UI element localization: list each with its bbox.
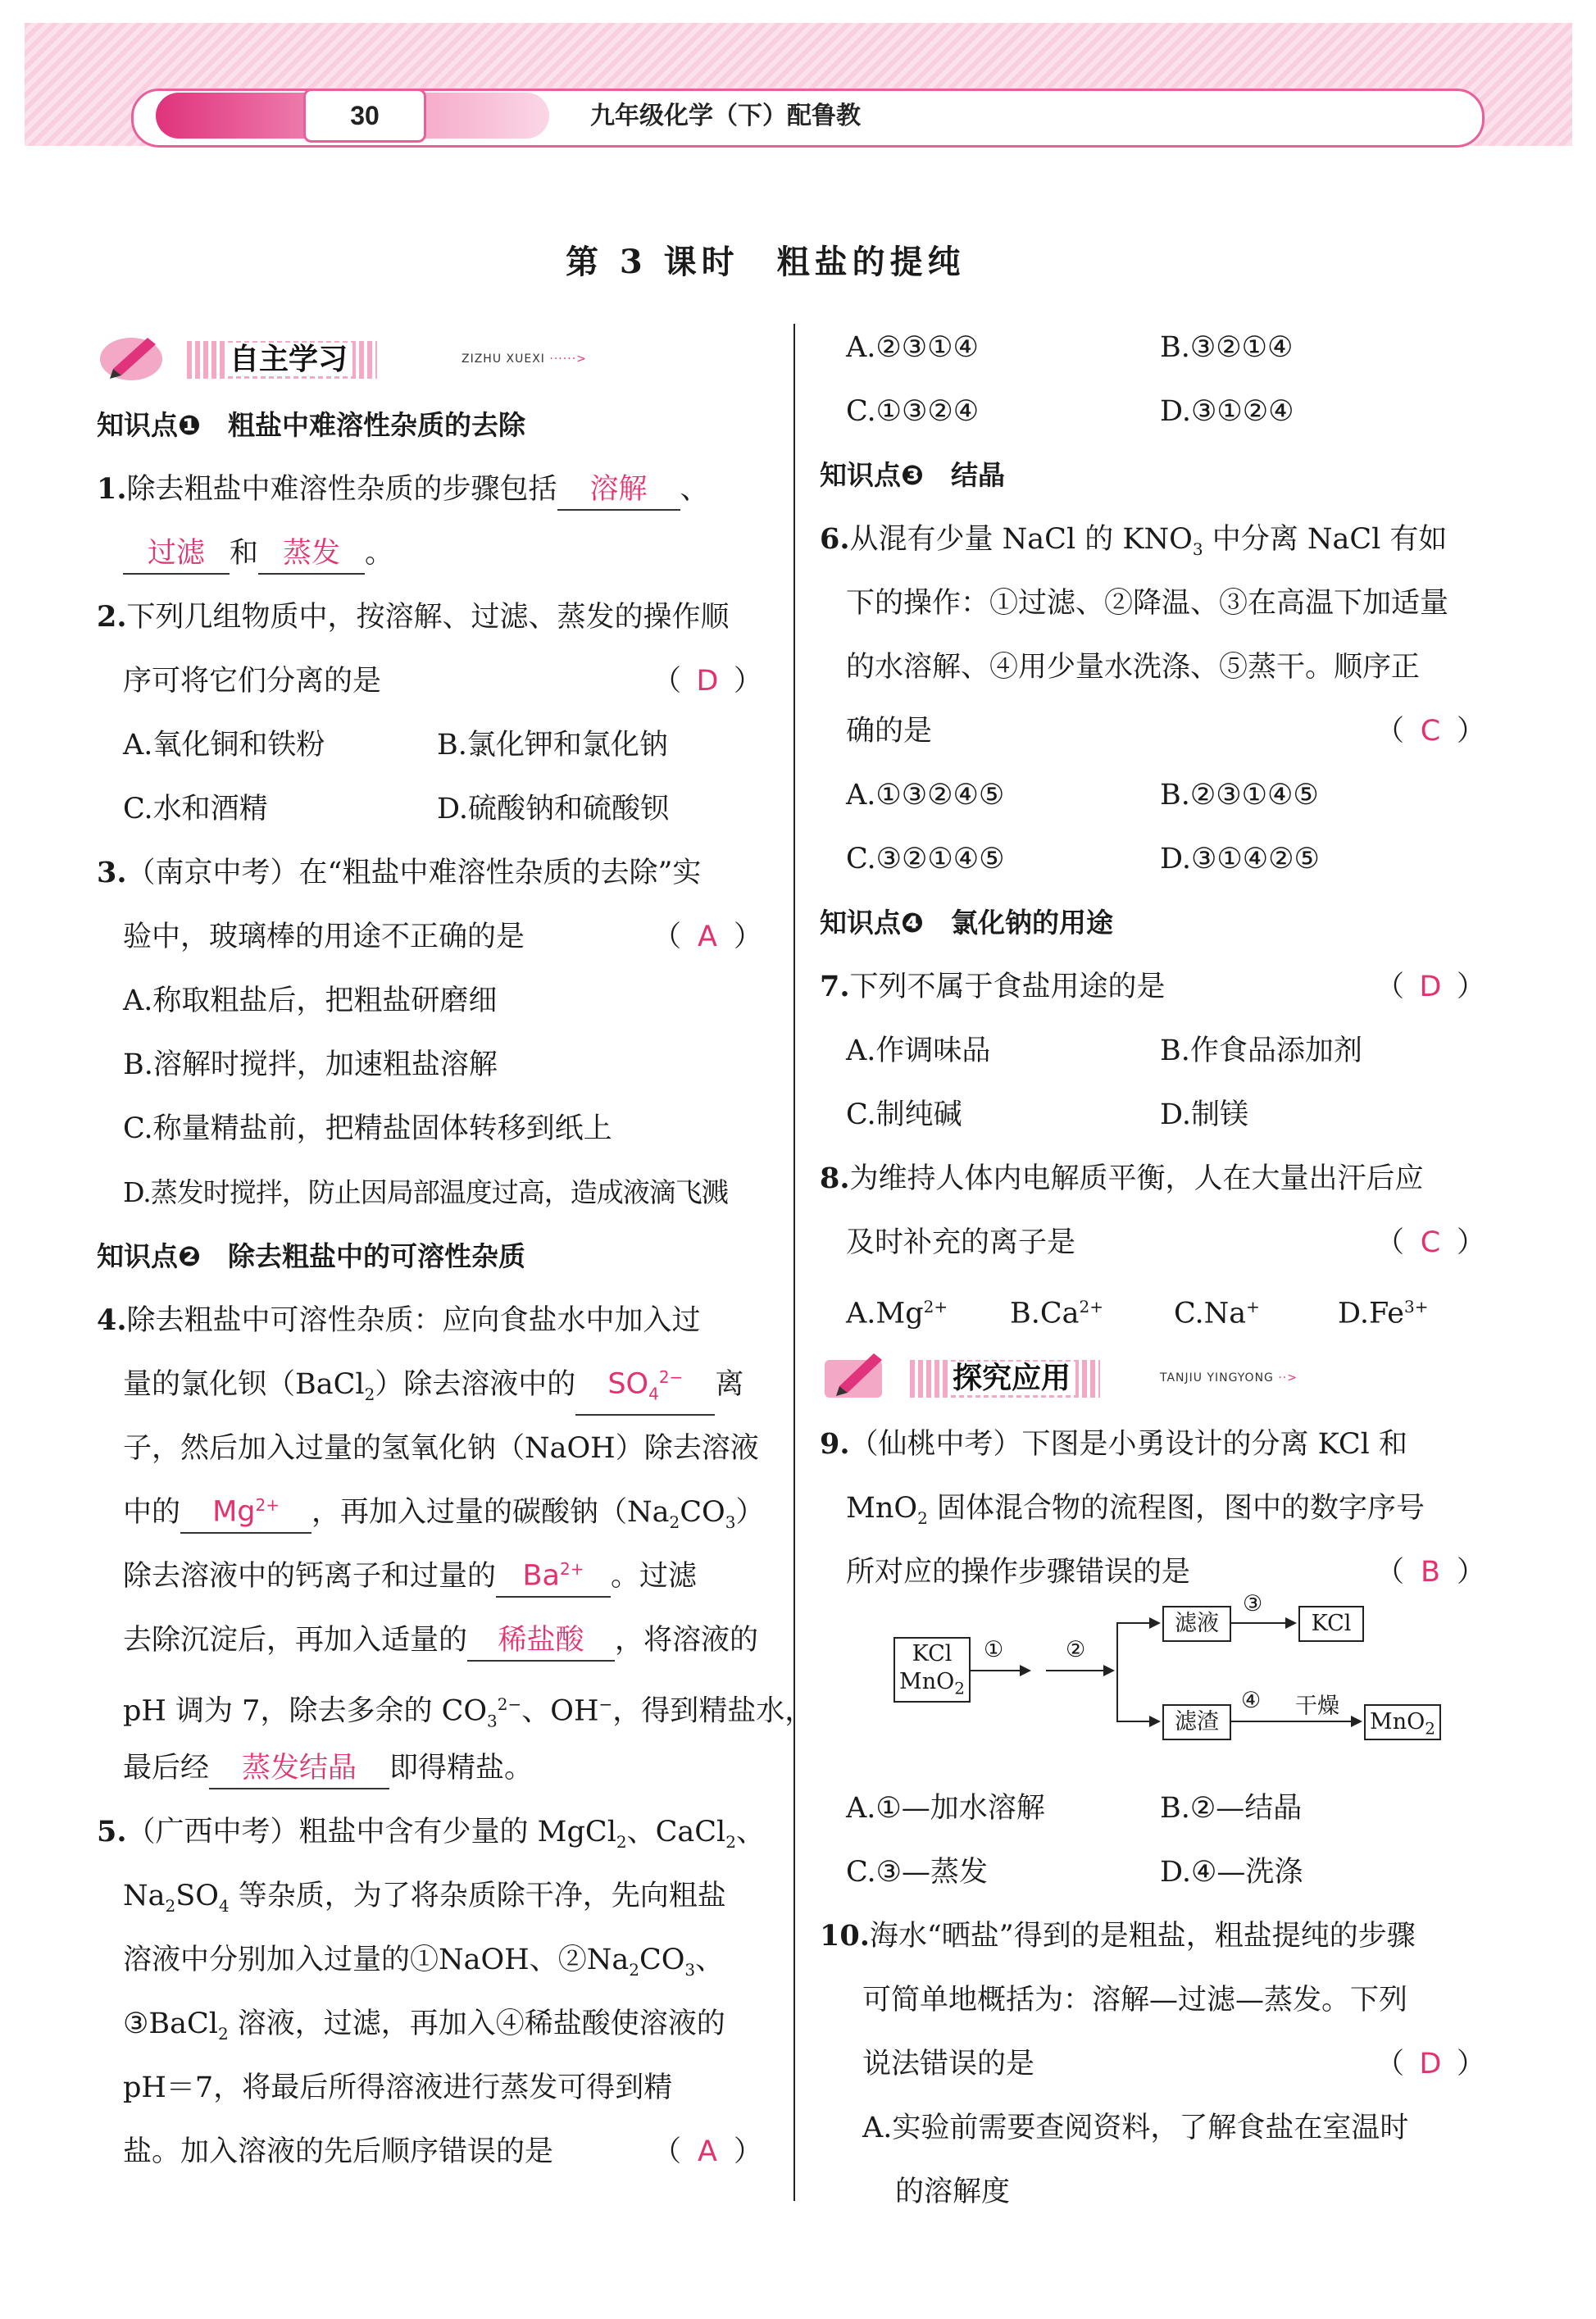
q2-answer-paren: （ D ） [652, 649, 762, 713]
question-3-cont [97, 905, 769, 969]
arrowhead-icon [1351, 1716, 1362, 1727]
flow-mno2-base: MnO [1370, 1709, 1425, 1735]
q5-line-2 [97, 1864, 769, 1928]
q5-line-3 [97, 1928, 769, 1992]
arrowhead-icon [1149, 1716, 1161, 1727]
flow-kcl: KCl [1298, 1606, 1364, 1642]
q4-l7-f: ，得到精盐水， [612, 1694, 814, 1728]
q4-l8-b: 即得精盐。 [389, 1752, 534, 1785]
section-pinyin: TANJIU YINGYONG ··> [1160, 1371, 1298, 1385]
q5-l4-sub: 2 [217, 2024, 229, 2044]
q4-ans3-base: Ba [522, 1560, 560, 1593]
q6-line-4 [820, 699, 1492, 763]
q8-b-text: B.Ca [1010, 1297, 1080, 1330]
flow-start-mno2-base: MnO [899, 1669, 955, 1694]
q8-a-sup: 2+ [923, 1297, 948, 1316]
flow-line-4 [1116, 1721, 1149, 1722]
q8-line-2 [820, 1211, 1492, 1275]
q1-and: 和 [230, 537, 259, 570]
q10-option-a: A.实验前需要查阅资料，了解食盐在室温时 [862, 2112, 1409, 2144]
question-2-cont [97, 649, 769, 713]
knowledge-point-1: 知识点❶ 粗盐中难溶性杂质的去除 [97, 409, 525, 441]
question-9 [820, 1412, 1492, 1476]
q9-l2-c: 固体混合物的流程图，图中的数字序号 [927, 1492, 1425, 1525]
q9-options-ab [820, 1776, 1492, 1840]
q6-answer: C [1420, 715, 1441, 748]
q5-l4-c: 溶液，过滤，再加入④稀盐酸使溶液的 [228, 2008, 725, 2040]
q4-sub: 2 [364, 1385, 375, 1404]
section-title [187, 341, 377, 379]
section-pinyin-text: TANJIU YINGYONG [1160, 1371, 1274, 1385]
question-10 [820, 1904, 1492, 1968]
q6-line-3: 的水溶解、④用少量水洗涤、⑤蒸干。顺序正 [846, 651, 1421, 684]
q4-ans1-base: SO [607, 1368, 649, 1401]
flow-step-2: ② [1066, 1637, 1086, 1662]
q3-option-d: D.蒸发时搅拌，防止因局部温度过高，造成液滴飞溅 [123, 1176, 728, 1208]
q3-option-a: A.称取粗盐后，把粗盐研磨细 [123, 984, 498, 1017]
q8-d-text: D.Fe [1338, 1297, 1405, 1330]
q6-line-2: 下的操作：①过滤、②降温、③在高温下加适量 [846, 587, 1449, 620]
q7-answer: D [1419, 971, 1442, 1003]
flow-start-mno2 [895, 1668, 969, 1702]
q4-text-d: 离 [715, 1368, 744, 1401]
q4-number: 4. [97, 1303, 127, 1337]
q5-number: 5. [97, 1815, 127, 1848]
flow-start-kcl: KCl [912, 1641, 953, 1666]
q4-l7-d: 、OH [521, 1694, 599, 1728]
q7-options-cd [820, 1083, 1492, 1147]
flow-branch [1116, 1622, 1118, 1721]
arrowhead-icon [1149, 1617, 1161, 1629]
q5-l3-sub2: 3 [684, 1960, 696, 1980]
q9-options-cd [820, 1840, 1492, 1904]
flow-step-1: ① [984, 1637, 1004, 1662]
q6-option-c: C.③②①④⑤ [846, 843, 1005, 875]
q5-l3-c: CO [639, 1944, 685, 1976]
question-7 [820, 955, 1492, 1019]
q3-answer: A [698, 921, 717, 953]
flow-dry: 干燥 [1295, 1694, 1339, 1719]
q3-option-c: C.称量精盐前，把精盐固体转移到纸上 [123, 1112, 612, 1145]
section-pinyin: ZIZHU XUEXI ······> [462, 352, 587, 366]
question-1 [97, 457, 769, 521]
q3-answer-paren: （ A ） [652, 905, 762, 969]
q6-l1-a: 从混有少量 NaCl 的 KNO [849, 523, 1193, 556]
q5-l3-a: 溶液中分别加入过量的①NaOH、②Na [123, 1944, 630, 1976]
q4-l5-b: 。过滤 [611, 1560, 698, 1593]
q9-option-c: C.③—蒸发 [846, 1856, 989, 1889]
question-3 [97, 841, 769, 905]
question-5 [97, 1800, 769, 1864]
q4-text-a: 量的氯化钡（BaCl [123, 1368, 365, 1401]
q4-l4-f: ） [735, 1496, 765, 1529]
q7-options-ab [820, 1019, 1492, 1083]
q5-l1-sub1: 2 [616, 1832, 627, 1852]
q4-line-1: 除去粗盐中可溶性杂质：应向食盐水中加入过 [126, 1304, 701, 1337]
q6-l1-c: 中分离 NaCl 有如 [1203, 523, 1448, 556]
q2-line-1: 下列几组物质中，按溶解、过滤、蒸发的操作顺 [126, 601, 730, 634]
q4-l8-a: 最后经 [123, 1752, 210, 1785]
q8-option-b [1010, 1275, 1174, 1346]
q9-l2-sub: 2 [917, 1508, 928, 1528]
section-title [910, 1360, 1100, 1398]
q8-c-text: C.Na [1174, 1297, 1247, 1330]
q7-option-a: A.作调味品 [846, 1034, 991, 1067]
q5-l2-sub1: 2 [165, 1896, 176, 1916]
q6-l4-text: 确的是 [846, 715, 933, 748]
q7-option-c: C.制纯碱 [846, 1098, 962, 1131]
q5-line-6 [97, 2120, 769, 2184]
flow-line-6 [1230, 1721, 1279, 1722]
question-1-cont [97, 521, 769, 585]
section-pinyin-text: ZIZHU XUEXI [462, 352, 545, 366]
q8-answer-paren: （ C ） [1375, 1211, 1485, 1275]
q2-answer: D [696, 665, 719, 698]
q5-options-ab [820, 316, 1492, 380]
q4-l5-a: 除去溶液中的钙离子和过量的 [123, 1560, 497, 1593]
q4-answer-3 [496, 1549, 611, 1598]
q1-answer-1: 溶解 [557, 470, 680, 511]
q7-l1: 下列不属于食盐用途的是 [849, 971, 1166, 1003]
q3-line-1: （南京中考）在“粗盐中难溶性杂质的去除”实 [126, 857, 702, 889]
q5-l2-a: Na [123, 1880, 166, 1912]
q9-l2-a: MnO [846, 1492, 918, 1525]
q8-l1: 为维持人体内电解质平衡，人在大量出汗后应 [849, 1162, 1424, 1195]
q5-line-4 [97, 1992, 769, 2056]
q7-answer-paren: （ D ） [1375, 955, 1485, 1019]
q2-options-cd [97, 777, 769, 841]
q5-option-c: C.①③②④ [846, 395, 980, 428]
q2-option-d: D.硫酸钠和硫酸钡 [437, 793, 669, 825]
q10-option-a-cont: 的溶解度 [895, 2176, 1011, 2208]
q7-option-d: D.制镁 [1160, 1098, 1248, 1131]
q4-ans2-sup: 2+ [255, 1495, 280, 1516]
q9-answer-paren: （ B ） [1375, 1540, 1485, 1604]
flow-start-mno2-sub: 2 [954, 1678, 965, 1698]
pencil-icon [97, 326, 171, 384]
q4-line-6 [97, 1608, 769, 1672]
q8-b-sup: 2+ [1079, 1297, 1103, 1316]
q4-answer-2 [180, 1485, 311, 1534]
q4-ans2-base: Mg [212, 1496, 256, 1529]
q6-option-a: A.①③②④⑤ [846, 779, 1005, 812]
q2-option-a: A.氧化铜和铁粉 [123, 729, 325, 762]
q4-l7-sup: 2− [497, 1694, 522, 1714]
q3-line-2: 验中，玻璃棒的用途不正确的是 [123, 921, 525, 953]
q8-d-sup: 3+ [1404, 1297, 1429, 1316]
section-title-text: 探究应用 [948, 1362, 1075, 1395]
q4-line-2 [97, 1353, 769, 1416]
q2-option-b: B.氯化钾和氯化钠 [437, 729, 668, 762]
q5-answer: A [698, 2135, 717, 2168]
q5-answer-paren: （ A ） [652, 2120, 762, 2184]
q10-l3: 说法错误的是 [862, 2048, 1035, 2080]
q7-option-b: B.作食品添加剂 [1160, 1034, 1362, 1067]
q1-sep: 、 [680, 473, 709, 506]
flow-line-1 [971, 1670, 1020, 1671]
q5-l2-sub2: 4 [218, 1896, 230, 1916]
q4-line-7 [97, 1672, 814, 1736]
flow-mno2 [1364, 1704, 1441, 1740]
section-header-inquiry [820, 1339, 1492, 1412]
q10-answer-paren: （ D ） [1375, 2032, 1485, 2096]
q9-option-d: D.④—洗涤 [1160, 1856, 1303, 1889]
q5-l3-e: 、 [695, 1944, 725, 1976]
q2-option-c: C.水和酒精 [123, 793, 268, 825]
flow-line-7 [1279, 1721, 1351, 1722]
flow-line-3 [1116, 1622, 1149, 1624]
q9-number: 9. [820, 1427, 850, 1461]
q5-l2-c: SO [175, 1880, 219, 1912]
q8-l2: 及时补充的离子是 [846, 1226, 1076, 1259]
q6-option-b: B.②③①④⑤ [1160, 779, 1319, 812]
flow-diagram [820, 1591, 1492, 1776]
flow-mno2-sub: 2 [1425, 1718, 1435, 1739]
column-divider [793, 324, 795, 2201]
arrowhead-icon [1020, 1665, 1031, 1676]
section-header-self-study [97, 320, 769, 393]
q5-l3-sub1: 2 [629, 1960, 639, 1980]
q5-l1-sub2: 2 [725, 1832, 736, 1852]
question-2 [97, 585, 769, 649]
q1-number: 1. [97, 472, 127, 506]
q5-options-cd [820, 380, 1492, 443]
flow-step-4: ④ [1241, 1688, 1262, 1713]
q4-l7-sub: 3 [487, 1711, 498, 1731]
q8-answer: C [1420, 1226, 1441, 1259]
q9-l1: （仙桃中考）下图是小勇设计的分离 KCl 和 [849, 1428, 1407, 1461]
q8-options [820, 1275, 1492, 1339]
q8-number: 8. [820, 1162, 850, 1195]
q1-text: 除去粗盐中难溶性杂质的步骤包括 [126, 473, 557, 506]
q10-line-2: 可简单地概括为：溶解—过滤—蒸发。下列 [862, 1984, 1408, 2017]
running-title: 九年级化学（下）配鲁教 [590, 102, 861, 130]
q6-answer-paren: （ C ） [1375, 699, 1485, 763]
arrowhead-icon [1103, 1665, 1115, 1676]
q2-line-2: 序可将它们分离的是 [123, 665, 382, 698]
q5-option-b: B.③②①④ [1160, 331, 1294, 364]
q3-number: 3. [97, 856, 127, 889]
q9-option-b: B.②—结晶 [1160, 1792, 1303, 1825]
q4-l7-a: pH 调为 7，除去多余的 CO [123, 1694, 488, 1728]
right-column [820, 316, 1492, 2224]
q4-l7-sup2: − [598, 1694, 613, 1714]
q4-answer-1 [575, 1357, 715, 1416]
q4-line-5 [97, 1544, 769, 1608]
flow-start-box [893, 1637, 971, 1703]
q7-number: 7. [820, 970, 850, 1003]
q4-l6-a: 去除沉淀后，再加入适量的 [123, 1624, 468, 1657]
q4-line-4 [97, 1480, 769, 1544]
section-title-text: 自主学习 [225, 343, 352, 376]
q8-option-d [1338, 1275, 1502, 1346]
q5-l4-a: ③BaCl [123, 2008, 218, 2040]
q9-line-3 [820, 1540, 1492, 1604]
flow-line-2 [1046, 1670, 1103, 1671]
pencil-icon [820, 1345, 893, 1403]
knowledge-point-3: 知识点❸ 结晶 [820, 459, 1005, 491]
question-4 [97, 1289, 769, 1353]
left-column [97, 320, 814, 2184]
q4-ans3-sup: 2+ [560, 1559, 584, 1580]
q5-l2-e: 等杂质，为了将杂质除干净，先向粗盐 [229, 1880, 726, 1912]
q5-l1-a: （广西中考）粗盐中含有少量的 MgCl [126, 1816, 616, 1848]
q1-answer-3: 蒸发 [258, 534, 365, 575]
q9-option-a: A.①—加水溶解 [846, 1792, 1045, 1825]
q4-answer-5: 蒸发结晶 [209, 1748, 389, 1789]
q9-answer: B [1420, 1556, 1440, 1589]
q10-l1: 海水“晒盐”得到的是粗盐，粗盐提纯的步骤 [869, 1920, 1416, 1953]
q6-l1-sub: 3 [1192, 539, 1203, 559]
q8-a-text: A.Mg [846, 1297, 924, 1330]
q1-answer-2: 过滤 [123, 534, 230, 575]
page-number: 30 [303, 89, 426, 143]
question-6 [820, 507, 1492, 571]
arrowhead-icon [1285, 1617, 1297, 1629]
q2-options-ab [97, 713, 769, 777]
q5-l6-text: 盐。加入溶液的先后顺序错误的是 [123, 2135, 554, 2168]
q6-number: 6. [820, 522, 850, 556]
q5-option-d: D.③①②④ [1160, 395, 1294, 428]
q9-line-2 [820, 1476, 1492, 1540]
flow-step-3: ③ [1243, 1591, 1263, 1616]
flow-filtrate: 滤液 [1162, 1606, 1231, 1642]
q10-number: 10. [820, 1919, 870, 1953]
q4-answer-4: 稀盐酸 [467, 1621, 615, 1662]
q5-option-a: A.②③①④ [846, 331, 979, 364]
q1-end: 。 [365, 537, 394, 570]
flow-line-5 [1230, 1622, 1285, 1624]
q4-l4-d: CO [680, 1496, 725, 1529]
q6-options-cd [820, 827, 1492, 891]
q4-l4-a: 中的 [123, 1496, 181, 1529]
q8-option-c [1174, 1275, 1338, 1346]
q4-l4-b: ，再加入过量的碳酸钠（Na [311, 1496, 670, 1529]
q4-line-3: 子，然后加入过量的氢氧化钠（NaOH）除去溶液 [123, 1432, 759, 1465]
q4-l4-sub2: 3 [725, 1512, 736, 1532]
lesson-title: 第 3 课时 粗盐的提纯 [566, 243, 966, 281]
knowledge-point-4: 知识点❹ 氯化钠的用途 [820, 907, 1113, 939]
flow-residue: 滤渣 [1162, 1704, 1231, 1740]
question-8 [820, 1147, 1492, 1211]
q5-line-5: pH＝7，将最后所得溶液进行蒸发可得到精 [123, 2071, 673, 2104]
q4-line-8 [97, 1736, 769, 1800]
q4-l6-b: ，将溶液的 [615, 1624, 759, 1657]
q4-l4-sub1: 2 [669, 1512, 680, 1532]
q8-option-a [846, 1275, 1010, 1346]
q10-answer: D [1419, 2048, 1442, 2080]
q4-text-c: ）除去溶液中的 [375, 1368, 576, 1401]
q5-l1-c: 、CaCl [626, 1816, 726, 1848]
q10-line-3 [820, 2032, 1492, 2096]
q6-option-d: D.③①④②⑤ [1160, 843, 1320, 875]
q4-ans1-sub: 4 [648, 1385, 659, 1404]
q4-ans1-sup: 2− [658, 1367, 684, 1388]
q6-options-ab [820, 763, 1492, 827]
knowledge-point-2: 知识点❷ 除去粗盐中的可溶性杂质 [97, 1240, 525, 1272]
q3-option-b: B.溶解时搅拌，加速粗盐溶解 [123, 1048, 498, 1081]
q9-l3: 所对应的操作步骤错误的是 [846, 1556, 1191, 1589]
q2-number: 2. [97, 600, 127, 634]
q5-l1-e: 、 [735, 1816, 765, 1848]
q8-c-sup: + [1246, 1297, 1260, 1316]
